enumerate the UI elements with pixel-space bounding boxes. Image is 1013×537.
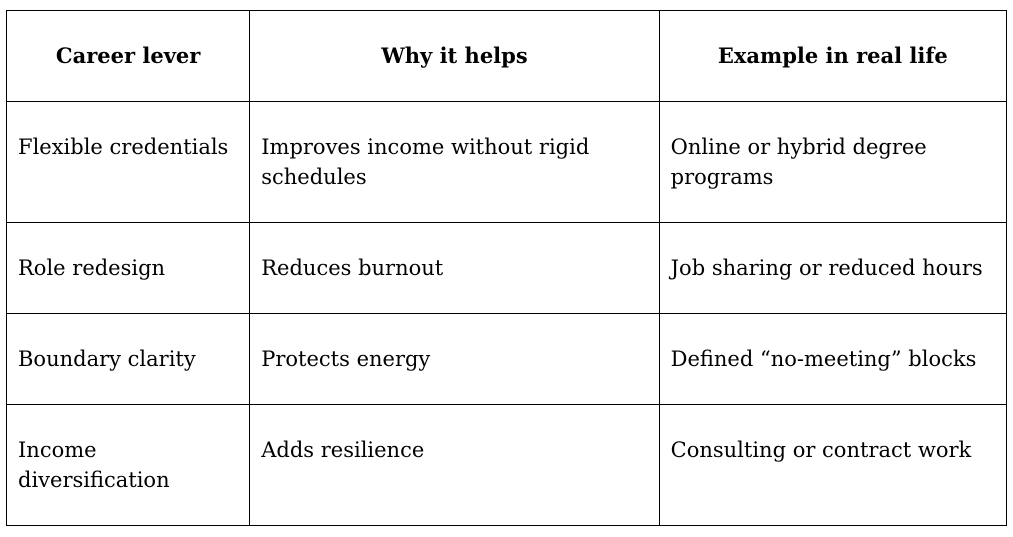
table-row [7,405,1007,526]
cell-example: Online or hybrid degree programs [659,102,1006,223]
cell-career-lever: Role redesign [7,223,250,314]
cell-why-it-helps: Improves income without rigid schedules [250,102,659,223]
cell-example: Job sharing or reduced hours [659,223,1006,314]
career-levers-table [6,10,1007,526]
header-example: Example in real life [659,11,1006,102]
cell-career-lever: Boundary clarity [7,314,250,405]
table-row [7,223,1007,314]
table-header-row [7,11,1007,102]
cell-career-lever: Flexible credentials [7,102,250,223]
cell-why-it-helps: Adds resilience [250,405,659,526]
table-row [7,102,1007,223]
header-career-lever: Career lever [7,11,250,102]
header-why-it-helps: Why it helps [250,11,659,102]
table-row [7,314,1007,405]
cell-why-it-helps: Reduces burnout [250,223,659,314]
cell-example: Consulting or contract work [659,405,1006,526]
cell-example: Defined “no-meeting” blocks [659,314,1006,405]
cell-why-it-helps: Protects energy [250,314,659,405]
cell-career-lever: Income diversification [7,405,250,526]
